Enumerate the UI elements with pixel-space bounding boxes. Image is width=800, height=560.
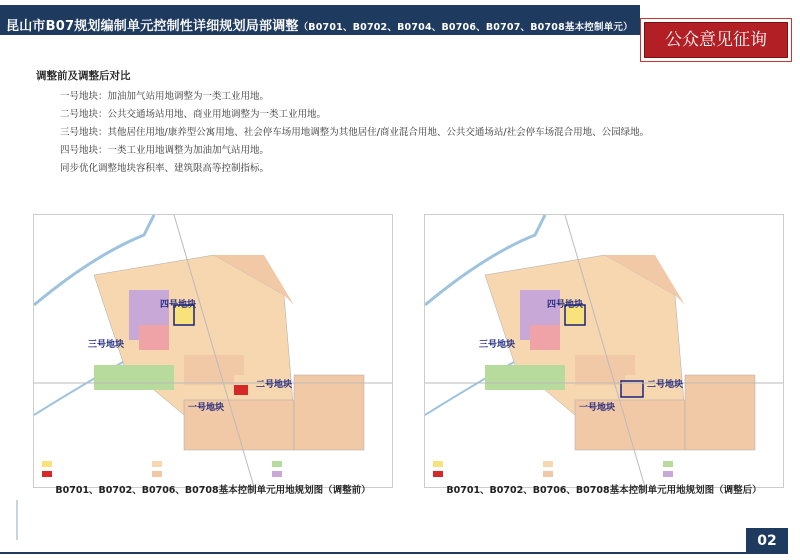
page-number: 02 [746,528,788,554]
description-line: 同步优化调整地块容积率、建筑限高等控制指标。 [60,163,270,174]
parcel-label-4: 四号地块 [547,300,584,310]
parcel-label-3: 三号地块 [479,340,516,350]
description-line: 一号地块：加油加气站用地调整为一类工业用地。 [60,91,270,102]
section-heading: 调整前及调整后对比 [36,70,131,82]
consultation-badge: 公众意见征询 [644,22,788,58]
decorative-line [16,500,18,540]
title-bar [0,5,640,35]
map-graphic [425,215,783,487]
parcel-label-3: 三号地块 [88,340,125,350]
parcel-label-2: 二号地块 [647,380,684,390]
description-list [60,88,649,178]
description-line: 四号地块：一类工业用地调整为加油加气站用地。 [60,145,270,156]
map-caption-before: B0701、B0702、B0706、B0708基本控制单元用地规划图（调整前） [55,485,371,496]
map-legend [42,459,382,481]
map-caption-after: B0701、B0702、B0706、B0708基本控制单元用地规划图（调整后） [446,485,762,496]
page-title [6,15,633,34]
map-graphic [34,215,392,487]
map-legend [433,459,773,481]
title-main: 昆山市B07规划编制单元控制性详细规划局部调整 [6,19,299,34]
land-use-map-after [424,214,784,488]
parcel-label-2: 二号地块 [256,380,293,390]
parcel-label-1: 一号地块 [188,403,225,413]
parcel-label-4: 四号地块 [160,300,197,310]
footer-line [0,552,746,554]
description-line: 二号地块：公共交通场站用地、商业用地调整为一类工业用地。 [60,109,327,120]
land-use-map-before [33,214,393,488]
parcel-label-1: 一号地块 [579,403,616,413]
description-line: 三号地块：其他居住用地/康养型公寓用地、社会停车场用地调整为其他居住/商业混合用地、公共交通场站/社会停车场混合用地、公园绿地。 [60,127,650,138]
title-subtitle: （B0701、B0702、B0704、B0706、B0707、B0708基本控制单元） [298,22,633,33]
